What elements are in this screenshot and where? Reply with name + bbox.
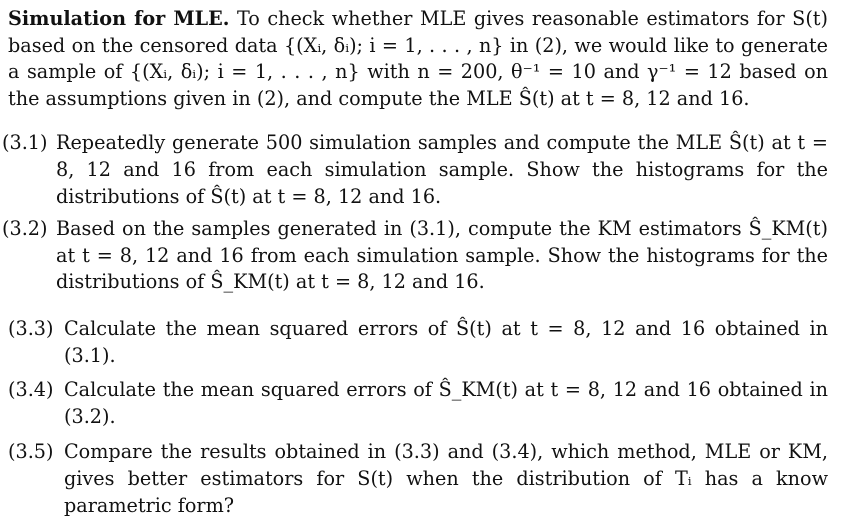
list-item — [8, 316, 828, 369]
list-item — [8, 377, 828, 430]
item-number: (3.2) — [2, 217, 48, 241]
item-number: (3.4) — [8, 378, 54, 402]
intro-text: To check whether MLE gives reasonable estimators for S(t) based on the censored data {(Xᵢ, δᵢ); i = 1, . . . , n} in (2), we would like to generate a sample of {(Xᵢ, δᵢ); i = 1, . . . , n} with n = 200, θ⁻¹ = 10 and γ⁻¹ = 12 based on the assumptions given in (2), and compute the MLE Ŝ(t) at t = 8, 12 and 16. — [8, 7, 829, 110]
item-number: (3.1) — [2, 131, 48, 155]
list-item — [2, 216, 828, 296]
item-text: Calculate the mean squared errors of Ŝ_KM(t) at t = 8, 12 and 16 obtained in (3.2). — [64, 378, 828, 428]
list-item — [8, 439, 828, 519]
item-number: (3.3) — [8, 316, 54, 340]
item-text: Calculate the mean squared errors of Ŝ(t) at t = 8, 12 and 16 obtained in (3.1). — [64, 316, 828, 367]
item-number: (3.5) — [8, 440, 54, 464]
item-text: Repeatedly generate 500 simulation samples and compute the MLE Ŝ(t) at t = 8, 12 and 16 from each simulation sample. Show the histograms for the distributions of Ŝ(t) at t = 8, 12 and 16. — [56, 131, 828, 208]
item-text: Compare the results obtained in (3.3) and (3.4), which method, MLE or KM, gives better estimators for S(t) when the distribution of Tᵢ has a know parametric form? — [64, 440, 828, 517]
intro-paragraph — [8, 6, 828, 112]
list-item — [2, 130, 828, 210]
intro-heading: Simulation for MLE. — [8, 7, 230, 30]
item-text: Based on the samples generated in (3.1), compute the KM estimators Ŝ_KM(t) at t = 8, 12 and 16 from each simulation sample. Show the histograms for the distributions of Ŝ_KM(t) at t = 8, 12 and 16. — [56, 217, 828, 294]
